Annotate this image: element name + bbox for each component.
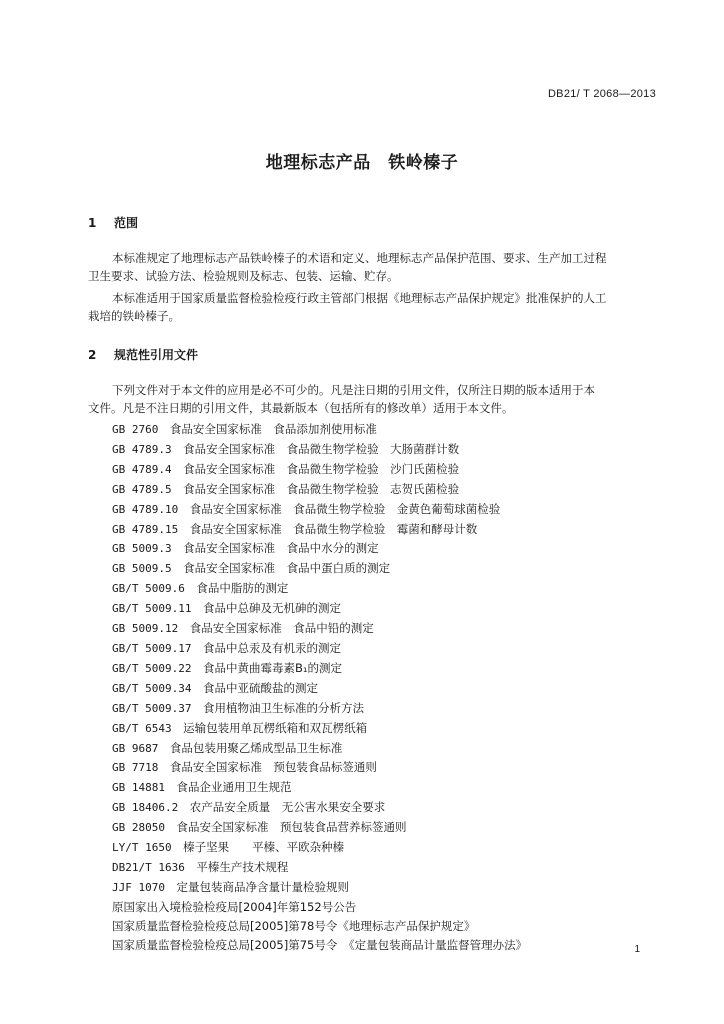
reference-gap: [178, 522, 190, 536]
reference-item: [112, 838, 527, 858]
section-2-paragraph-1: [88, 381, 658, 417]
reference-gap: [172, 442, 184, 456]
reference-item: [112, 579, 527, 599]
reference-gap: [191, 661, 203, 675]
reference-code: GB 7718: [112, 761, 159, 775]
reference-title: 食品安全国家标准 食品微生物学检验 沙门氏菌检验: [183, 461, 460, 476]
section-title: 规范性引用文件: [114, 348, 199, 362]
reference-title: 食品中黄曲霉毒素B₁的测定: [202, 660, 342, 675]
reference-gap: [172, 840, 184, 854]
reference-item: [112, 420, 527, 440]
reference-code: GB 9687: [112, 741, 159, 755]
reference-item: [112, 599, 527, 619]
reference-code: GB/T 5009.34: [112, 681, 192, 695]
reference-code: GB 5009.12: [112, 622, 179, 636]
reference-code: GB/T 5009.11: [112, 602, 192, 616]
reference-item: [112, 878, 527, 898]
reference-title: 食品安全国家标准 食品中铅的测定: [189, 621, 374, 636]
reference-gap: [191, 701, 203, 715]
reference-item: [112, 520, 527, 540]
reference-title: 榛子坚果 平榛、平欧杂种榛: [183, 840, 345, 855]
reference-item: [112, 659, 527, 679]
reference-gap: [165, 780, 177, 794]
reference-title: 食品安全国家标准 预包装食品标签通则: [169, 760, 377, 775]
reference-code: JJF 1070: [112, 880, 165, 894]
reference-title: 定量包装商品净含量计量检验规则: [176, 879, 349, 894]
reference-title: 农产品安全质量 无公害水果安全要求: [189, 800, 386, 815]
section-1-paragraph-1: [88, 249, 658, 285]
reference-item: [112, 917, 527, 936]
reference-code: LY/T 1650: [112, 841, 172, 855]
reference-title: 食品安全国家标准 食品中水分的测定: [183, 541, 379, 556]
standard-code: DB21/ T 2068—2013: [547, 88, 656, 100]
paragraph-line: 本标准适用于国家质量监督检验检疫行政主管部门根据《地理标志产品保护规定》批准保护的人工: [112, 291, 607, 305]
reference-gap: [165, 820, 177, 834]
paragraph-line: 本标准规定了地理标志产品铁岭榛子的术语和定义、地理标志产品保护范围、要求、生产加工过程: [112, 251, 607, 265]
reference-gap: [172, 721, 184, 735]
section-number: 1: [88, 216, 97, 230]
reference-code: DB21/T 1636: [112, 860, 185, 874]
reference-code: GB/T 5009.37: [112, 701, 192, 715]
reference-title: 食品安全国家标准 食品添加剂使用标准: [169, 422, 377, 436]
reference-title: 食品安全国家标准 预包装食品营养标签通则: [176, 820, 407, 835]
reference-gap: [185, 860, 197, 874]
reference-title: 食品中总汞及有机汞的测定: [202, 640, 341, 655]
reference-gap: [178, 621, 190, 635]
reference-code: GB 4789.15: [112, 522, 179, 536]
reference-title: 平榛生产技术规程: [196, 859, 289, 874]
reference-item: [112, 778, 527, 798]
reference-gap: [165, 880, 177, 894]
reference-item: [112, 460, 527, 480]
reference-gap: [185, 581, 197, 595]
reference-item: [112, 898, 527, 917]
reference-code: GB 5009.3: [112, 542, 172, 556]
reference-code: GB 4789.5: [112, 482, 172, 496]
reference-gap: [158, 422, 170, 436]
reference-code: GB/T 5009.22: [112, 661, 192, 675]
reference-title: 食品安全国家标准 食品微生物学检验 金黄色葡萄球菌检验: [189, 501, 501, 516]
reference-item: [112, 798, 527, 818]
reference-code: GB/T 6543: [112, 721, 172, 735]
reference-title: 食品中亚硫酸盐的测定: [202, 680, 318, 695]
reference-code: GB 5009.5: [112, 562, 172, 576]
reference-item: [112, 758, 527, 778]
reference-item: [112, 539, 527, 559]
section-1-paragraph-2: [88, 289, 658, 325]
reference-gap: [172, 541, 184, 555]
reference-item: [112, 679, 527, 699]
reference-title: 食品安全国家标准 食品中蛋白质的测定: [183, 561, 391, 576]
reference-item: [112, 699, 527, 719]
paragraph-line: 文件。凡是不注日期的引用文件，其最新版本（包括所有的修改单）适用于本文件。: [88, 401, 514, 415]
section-1-heading: [88, 214, 138, 231]
paragraph-line: 栽培的铁岭榛子。: [88, 309, 180, 323]
reference-title: 食品安全国家标准 食品微生物学检验 霉菌和酵母计数: [189, 521, 478, 536]
reference-item: [112, 500, 527, 520]
reference-code: GB 2760: [112, 423, 159, 436]
reference-code: GB 4789.4: [112, 462, 172, 476]
document-title: 地理标志产品 铁岭榛子: [265, 153, 459, 173]
section-number: 2: [88, 348, 97, 362]
paragraph-line: 卫生要求、试验方法、检验规则及标志、包装、运输、贮存。: [88, 269, 399, 283]
reference-title: 食品安全国家标准 食品微生物学检验 大肠菌群计数: [183, 441, 460, 456]
section-2-heading: [88, 346, 198, 363]
reference-title: 食品中脂肪的测定: [196, 581, 289, 596]
reference-title: 食品包装用聚乙烯成型品卫生标准: [169, 740, 343, 755]
reference-gap: [191, 641, 203, 655]
reference-item: [112, 936, 527, 955]
reference-item: [112, 739, 527, 759]
reference-code: GB 4789.3: [112, 442, 172, 456]
reference-title: 食品中总砷及无机砷的测定: [202, 601, 341, 616]
reference-code: GB/T 5009.6: [112, 582, 185, 596]
reference-item: [112, 858, 527, 878]
reference-gap: [172, 462, 184, 476]
reference-code: GB 28050: [112, 821, 165, 835]
reference-item: [112, 559, 527, 579]
reference-gap: [178, 502, 190, 516]
reference-item: [112, 818, 527, 838]
reference-title: 国家质量监督检验检疫总局[2005]第78号令《地理标志产品保护规定》: [112, 918, 476, 933]
reference-code: GB 4789.10: [112, 502, 179, 516]
reference-item: [112, 440, 527, 460]
normative-references-list: [112, 420, 527, 954]
reference-item: [112, 719, 527, 739]
reference-item: [112, 480, 527, 500]
reference-gap: [178, 800, 190, 814]
reference-gap: [191, 681, 203, 695]
reference-title: 食用植物油卫生标准的分析方法: [202, 700, 364, 715]
reference-code: GB/T 5009.17: [112, 641, 192, 655]
reference-item: [112, 619, 527, 639]
page-number: 1: [634, 944, 640, 955]
reference-gap: [158, 760, 170, 774]
reference-gap: [158, 741, 170, 755]
reference-title: 国家质量监督检验检疫总局[2005]第75号令 《定量包装商品计量监督管理办法》: [112, 937, 528, 952]
section-title: 范围: [114, 216, 139, 230]
paragraph-line: 下列文件对于本文件的应用是必不可少的。凡是注日期的引用文件，仅所注日期的版本适用于本: [112, 383, 595, 397]
reference-title: 运输包装用单瓦楞纸箱和双瓦楞纸箱: [183, 720, 368, 735]
reference-title: 食品企业通用卫生规范: [176, 780, 292, 795]
reference-title: 食品安全国家标准 食品微生物学检验 志贺氏菌检验: [183, 481, 460, 496]
reference-code: GB 14881: [112, 781, 165, 795]
reference-code: GB 18406.2: [112, 801, 179, 815]
reference-title: 原国家出入境检验检疫局[2004]年第152号公告: [112, 899, 357, 914]
reference-gap: [172, 561, 184, 575]
reference-item: [112, 639, 527, 659]
reference-gap: [191, 601, 203, 615]
reference-gap: [172, 482, 184, 496]
